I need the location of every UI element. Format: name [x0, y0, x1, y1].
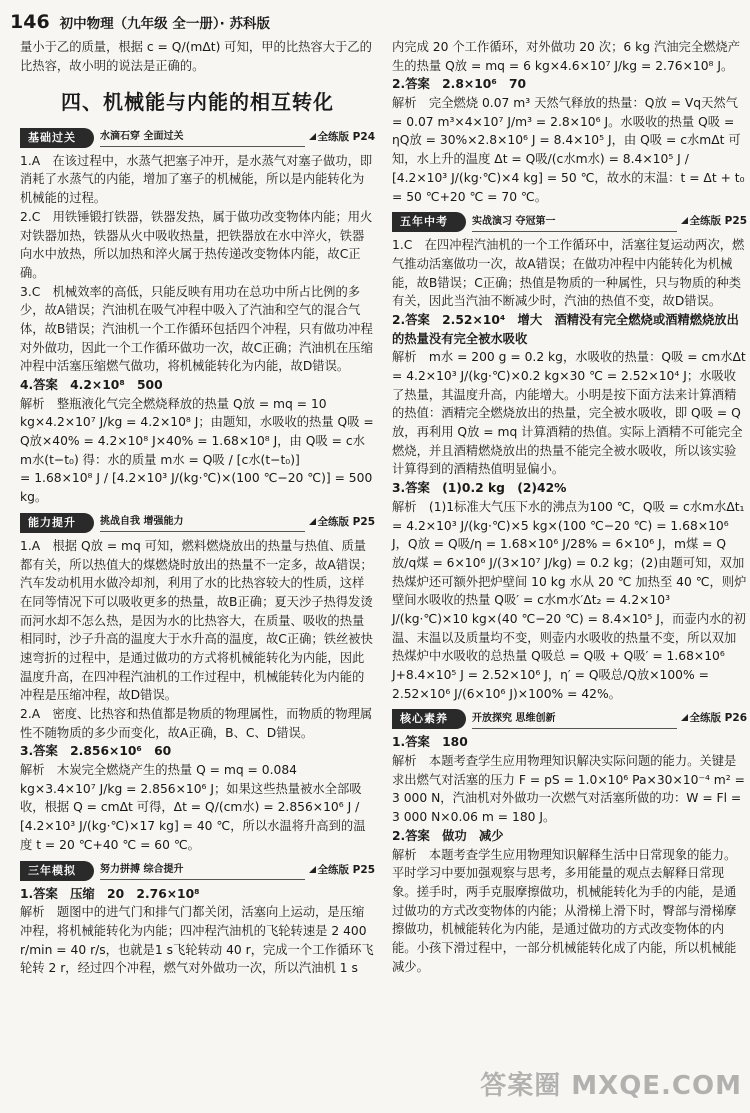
answer-line: 1.答案 180 — [392, 735, 468, 750]
explanation: 解析 整瓶液化气完全燃烧释放的热量 Q放 = mq = 10 kg×4.2×10⁷ J/kg = 4.2×10⁸ J；由题知，水吸收的热量 Q吸 = Q放×40% = 4.2×10⁸ J×40% = 1.68×10⁸ J，由 Q吸 = c水m水(t−t₀) 得：水的质量 m水 = Q吸 / [c水(t−t₀)] — [20, 396, 374, 467]
banner-core — [392, 709, 747, 729]
triangle-icon — [681, 714, 688, 721]
answer-item: 2.A 密度、比热容和热值都是物质的物理属性，而物质的物理属性不随物质的多少而变化，故A正确，B、C、D错误。 — [20, 707, 373, 740]
banner-tag: 基础过关 — [20, 128, 94, 148]
continued-text: 内完成 20 个工作循环，对外做功 20 次；6 kg 汽油完全燃烧产生的热量 Q放 = mq = 6 kg×4.6×10⁷ J/kg = 2.76×10⁸ J。 — [392, 40, 741, 73]
banner-tag: 五年中考 — [392, 212, 466, 232]
answer-line: 2.答案 2.52×10⁴ 增大 酒精没有完全燃烧或酒精燃烧放出的热量没有完全被水吸收 — [392, 312, 739, 346]
banner-ref-text: 全练版 P25 — [689, 215, 747, 228]
answer-line: 2.答案 做功 减少 — [392, 828, 504, 843]
banner-ref-text: 全练版 P26 — [689, 712, 747, 725]
banner-ref-text: 全练版 P25 — [317, 863, 375, 876]
banner-tag: 核心素养 — [392, 709, 466, 729]
answer-line: 3.答案 2.856×10⁶ 60 — [20, 744, 172, 759]
explanation: 解析 (1)1标准大气压下水的沸点为100 ℃，Q吸 = c水m水Δt₁ = 4.2×10³ J/(kg·℃)×5 kg×(100 ℃−20 ℃) = 1.68×10⁶ J，Q放 = Q吸/η = 1.68×10⁶ J/28% = 6×10⁶ J，m煤 = Q放/q煤 = 6×10⁶ J/(3×10⁷ J/kg) = 0.2 kg；(2)由题可知，双加热煤炉还可额外把炉壁间 10 kg 水从 20 ℃ 加热至 40 ℃，则炉壁间水吸收的热量 Q吸′ = c水m水′Δt₂ = 4.2×10³ J/(kg·℃)×10 kg×(40 ℃−20 ℃) = 8.4×10⁵ J，而壶内水的初温、末温以及质量均不变，则壶内水吸收的热量不变，所以双加热煤炉中水吸收的总热量 Q吸总 = Q吸 + Q吸′ = 1.68×10⁶ J+8.4×10⁵ J = 2.52×10⁶ J，η′ = Q吸总/Q放×100% = 2.52×10⁶ J/(6×10⁶ J)×100% = 42%。 — [392, 499, 747, 701]
banner-ref — [309, 515, 375, 531]
banner-three-year — [20, 861, 375, 881]
explanation: 解析 本题考查学生应用物理知识解释生活中日常现象的能力。平时学习中要加强观察与思考，多用能量的观点去解释日常现象。搓手时，两手克服摩擦做功，机械能转化为手的内能，是通过做功的方式改变物体的内能；从滑梯上滑下时，臀部与滑梯摩擦做功，机械能转化为内能，是通过做功的方式改变物体的内能。小孩下滑过程中，一部分机械能转化成了内能，所以机械能减少。 — [392, 847, 737, 974]
answer-item: 3.C 机械效率的高低，只能反映有用功在总功中所占比例的多少，故A错误；汽油机在吸气冲程中吸入了汽油和空气的混合气体，故B错误；汽油机一个工作循环包括四个冲程，只有做功冲程对外做功，因此一个工作循环做功一次，故C正确；汽油机在压缩冲程中活塞压缩燃气做功，将机械能转化为内能，故D错误。 — [20, 284, 373, 374]
explanation: 解析 木炭完全燃烧产生的热量 Q = mq = 0.084 kg×3.4×10⁷ J/kg = 2.856×10⁶ J；如果这些热量被水全部吸收，根据 Q = cmΔt 可得，Δt = Q/(cm水) = 2.856×10⁶ J / [4.2×10³ J/(kg·℃)×17 kg] = 40 ℃，所以水温将升高到的温度 t = 20 ℃+40 ℃ = 60 ℃。 — [20, 763, 366, 852]
answer-item: 1.C 在四冲程汽油机的一个工作循环中，活塞往复运动两次，燃气推动活塞做功一次，故A错误；在做功冲程中内能转化为机械能，故B错误；C正确；热值是物质的一种属性，只与物质的种类有关，因此当汽油不断减少时，汽油的热值不变，故D错误。 — [392, 238, 745, 309]
banner-ref — [309, 130, 375, 146]
banner-motto: 开放探究 思维创新 — [472, 710, 677, 729]
left-column — [20, 38, 375, 978]
banner-ref — [681, 711, 747, 727]
explanation: 解析 本题考查学生应用物理知识解决实际问题的能力。关键是求出燃气对活塞的压力 F = pS = 1.0×10⁶ Pa×30×10⁻⁴ m² = 3 000 N，汽油机对外做功一次燃气对活塞所做的功：W = Fl = 3 000 N×0.06 m = 180 J。 — [392, 754, 745, 825]
triangle-icon — [681, 217, 688, 224]
banner-ref-text: 全练版 P25 — [317, 515, 375, 528]
answer-line: 1.答案 压缩 20 2.76×10⁸ — [20, 886, 200, 901]
triangle-icon — [309, 866, 316, 873]
banner-ref — [309, 863, 375, 879]
book-title: 初中物理（九年级 全一册）· 苏科版 — [59, 16, 270, 32]
right-column — [392, 38, 747, 976]
answer-line: 4.答案 4.2×10⁸ 500 — [20, 378, 163, 393]
banner-five-year — [392, 212, 747, 232]
banner-basic — [20, 128, 375, 148]
banner-tag: 三年模拟 — [20, 861, 94, 881]
section-title: 四、机械能与内能的相互转化 — [61, 90, 334, 115]
banner-motto: 实战演习 夺冠第一 — [472, 213, 677, 232]
answer-item: 1.A 根据 Q放 = mq 可知，燃料燃烧放出的热量与热值、质量都有关，所以热值大的煤燃烧时放出的热量不一定多，故A错误；汽车发动机用水做冷却剂，利用了水的比热容较大的性质，这样在同等情况下可以吸收更多的热量，故B正确；夏天沙子热得发烫而河水却不怎么热，是因为水的比热容大，在质量、吸收的热量相同时，沙子升高的温度大于水升高的温度，故C正确；铁丝被快速弯折的过程中，是通过做功的方式将机械能转化为内能，因此温度升高，在四冲程汽油机的工作过程中，机械能转化为内能的冲程是压缩冲程，故D错误。 — [20, 538, 373, 703]
explanation: 解析 完全燃烧 0.07 m³ 天然气释放的热量：Q放 = Vq天然气 = 0.07 m³×4×10⁷ J/m³ = 2.8×10⁶ J。水吸收的热量 Q吸 = ηQ放 = 30%×2.8×10⁶ J = 8.4×10⁵ J，由 Q吸 = c水mΔt 可知，水上升的温度 Δt = Q吸/(c水m水) = 8.4×10⁵ J / [4.2×10³ J/(kg·℃)×4 kg] = 50 ℃，故水的末温：t = Δt + t₀ = 50 ℃+20 ℃ = 70 ℃。 — [392, 96, 745, 204]
answer-line: 3.答案 (1)0.2 kg (2)42% — [392, 481, 567, 496]
triangle-icon — [309, 518, 316, 525]
answer-item: 2.C 用铁锤锻打铁器，铁器发热，属于做功改变物体内能；用火对铁器加热，铁器从火中吸收热量，把铁器放在水中淬火，铁器向水中放热，所以加热和淬火属于热传递改变物体内能，故C正确。 — [20, 209, 373, 280]
answer-line: 2.答案 2.8×10⁶ 70 — [392, 77, 527, 92]
page-header — [10, 8, 270, 32]
banner-motto: 挑战自我 增强能力 — [100, 513, 305, 532]
banner-ref — [681, 214, 747, 230]
triangle-icon — [309, 133, 316, 140]
banner-motto: 水滴石穿 全面过关 — [100, 128, 305, 147]
page-number: 146 — [10, 11, 50, 33]
watermark: 答案圈 MXQE.COM — [480, 1071, 742, 1102]
banner-motto: 努力拼搏 综合提升 — [100, 861, 305, 880]
explanation: 解析 题图中的进气门和排气门都关闭，活塞向上运动，是压缩冲程，将机械能转化为内能；四冲程汽油机的飞轮转速是 2 400 r/min = 40 r/s，也就是1 s飞轮转动 40 r，完成一个工作循环飞轮转 2 r，经过四个冲程，燃气对外做功一次，所以汽油机 1 s — [20, 905, 374, 976]
banner-ref-text: 全练版 P24 — [317, 130, 375, 143]
banner-tag: 能力提升 — [20, 513, 94, 533]
explanation: 解析 m水 = 200 g = 0.2 kg，水吸收的热量：Q吸 = cm水Δt = 4.2×10³ J/(kg·℃)×0.2 kg×30 ℃ = 2.52×10⁴ J；水吸收了热量，其温度升高，内能增大。小明是按下面方法来计算酒精的热值：酒精完全燃烧放出的热量，完全被水吸收，即 Q吸 = Q放，再利用 Q放 = mq 计算酒精的热值。实际上酒精不可能完全燃烧，并且酒精燃烧放出的热量不能完全被水吸收，所以该实验计算得到的酒精热值明显偏小。 — [392, 350, 746, 477]
explanation: = 1.68×10⁸ J / [4.2×10³ J/(kg·℃)×(100 ℃−20 ℃)] = 500 kg。 — [20, 471, 373, 505]
answer-item: 1.A 在该过程中，水蒸气把塞子冲开，是水蒸气对塞子做功，即消耗了水蒸气的内能，增加了塞子的机械能，所以是内能转化为机械能的过程。 — [20, 153, 373, 206]
intro-text: 量小于乙的质量，根据 c = Q/(mΔt) 可知，甲的比热容大于乙的比热容，故小明的说法是正确的。 — [20, 40, 372, 73]
banner-ability — [20, 513, 375, 533]
